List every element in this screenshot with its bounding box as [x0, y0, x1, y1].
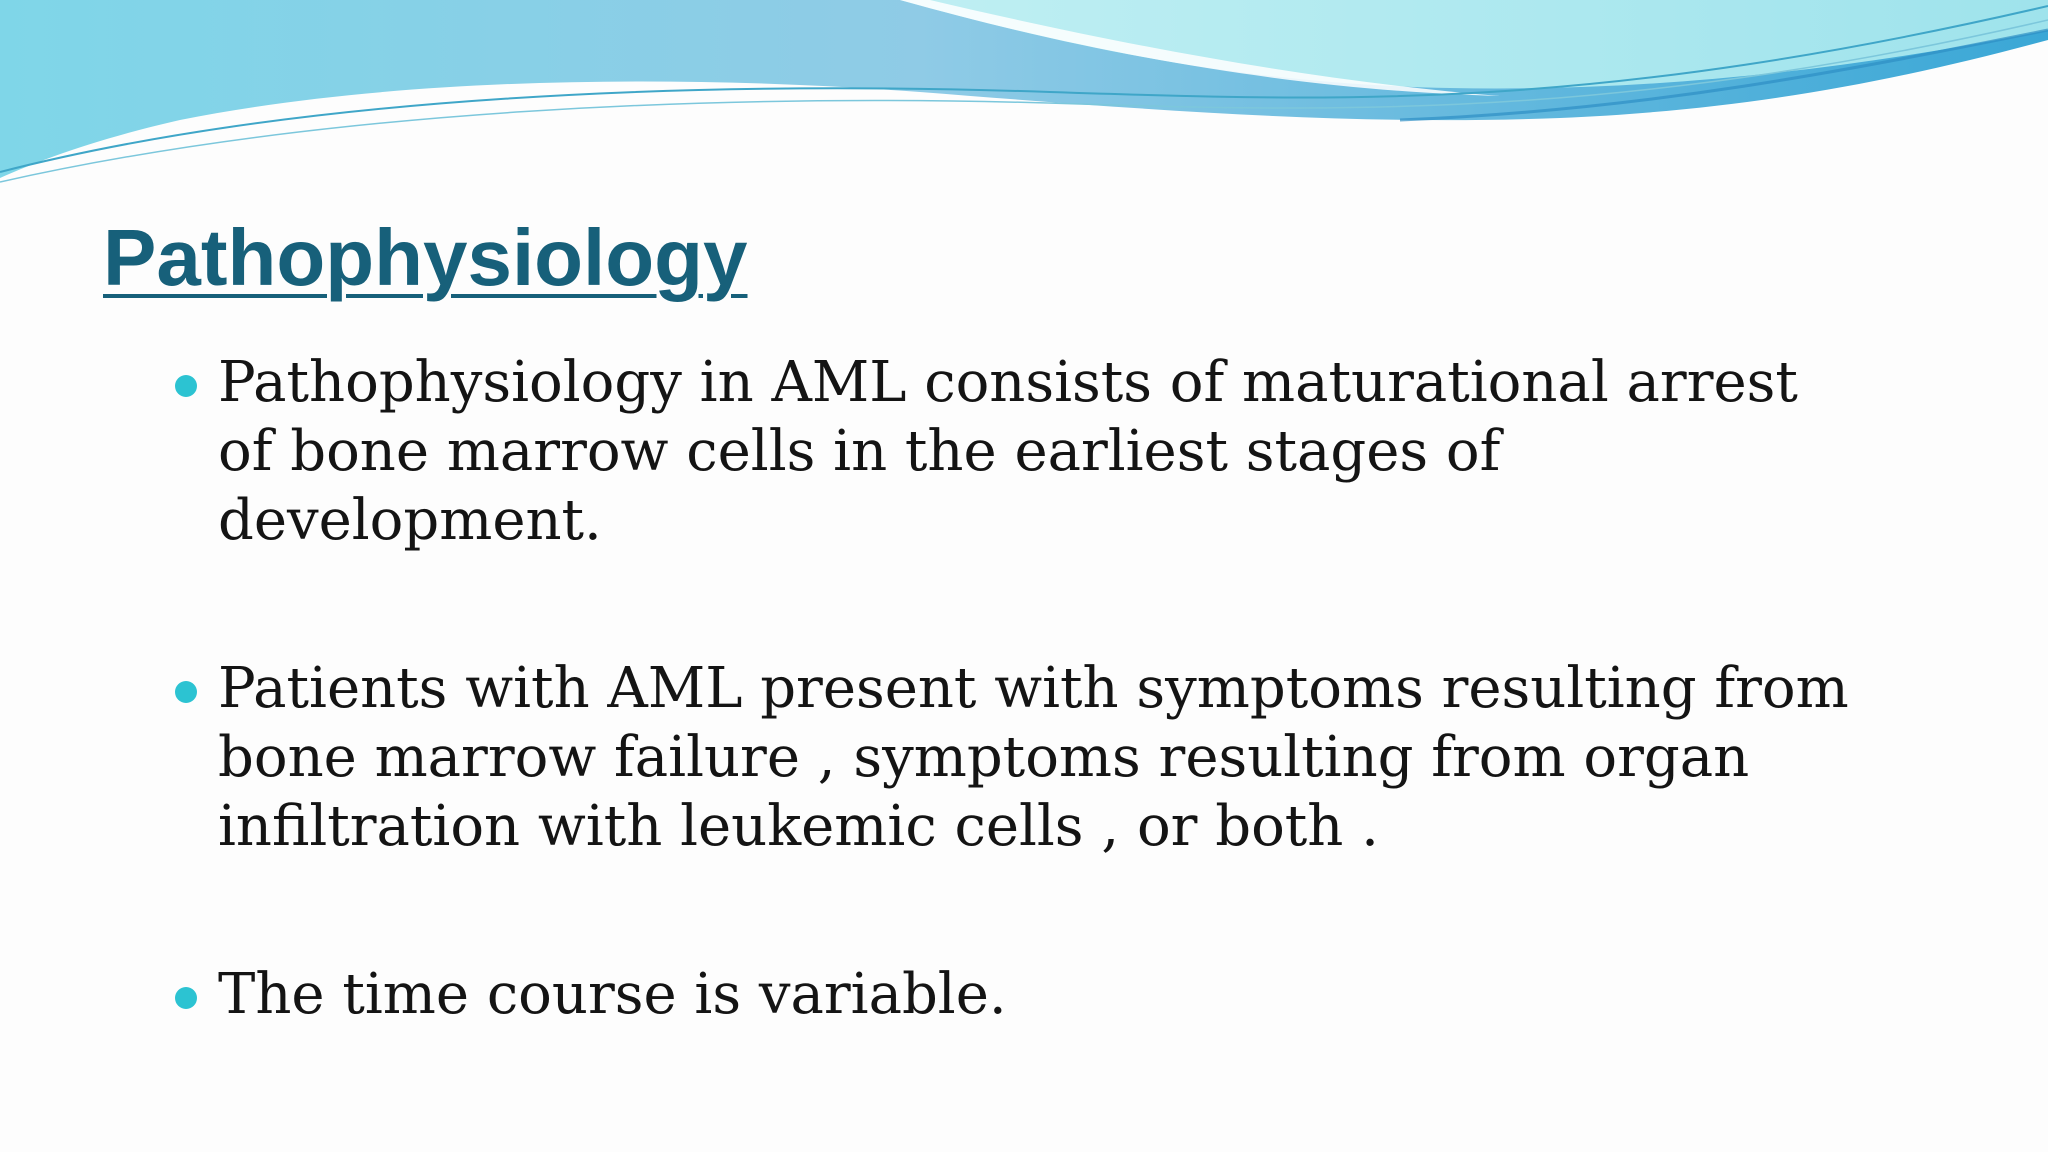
- bullet-text: The time course is variable.: [218, 962, 1007, 1027]
- bullet-item: [218, 654, 1858, 861]
- bullet-dot-icon: [175, 987, 197, 1009]
- header-wave-decoration: [0, 0, 2048, 200]
- bullet-item: [218, 348, 1858, 555]
- bullet-text: Pathophysiology in AML consists of maturational arrest of bone marrow cells in the earliest stages of development.: [218, 350, 1798, 553]
- bullet-dot-icon: [175, 681, 197, 703]
- bullet-item: [218, 960, 1858, 1029]
- bullet-text: Patients with AML present with symptoms resulting from bone marrow failure , symptoms resulting from organ infiltration with leukemic cells , or both .: [218, 656, 1849, 859]
- bullet-list: [218, 348, 1858, 1029]
- slide-title: Pathophysiology: [103, 213, 748, 302]
- bullet-dot-icon: [175, 375, 197, 397]
